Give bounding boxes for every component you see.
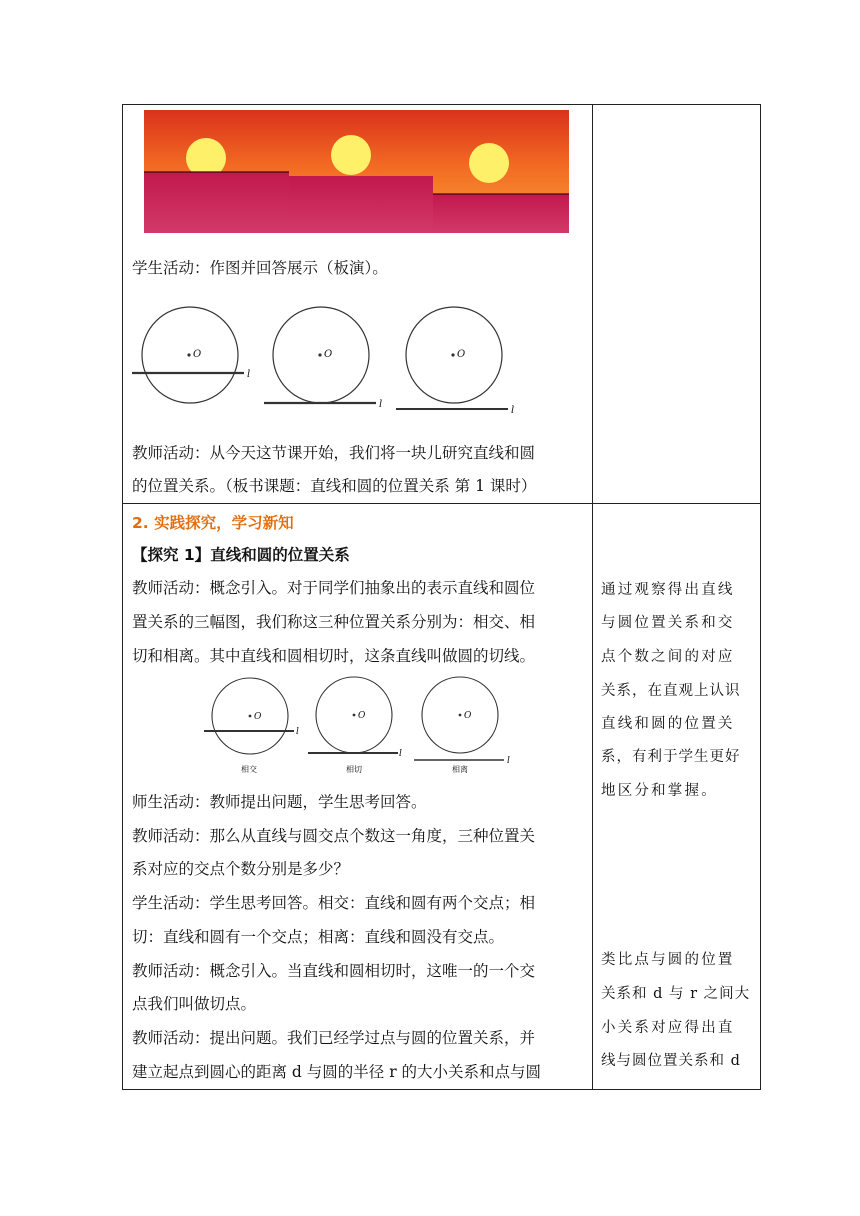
design-note-line: 通过观察得出直线 — [601, 582, 735, 598]
teacher-activity-line-1: 教师活动：从今天这节课开始，我们将一块儿研究直线和圆 — [132, 444, 536, 462]
design-note-line: 小关系对应得出直 — [601, 1020, 735, 1036]
section-heading: 2. 实践探究，学习新知 — [132, 514, 294, 532]
line-label-l-6: l — [507, 756, 510, 766]
design-note-line: 类比点与圆的位置 — [601, 952, 735, 968]
line-label-l-1: l — [247, 369, 251, 380]
sunset-image-2 — [289, 110, 434, 233]
explore-bracket: 【探究 1】 — [132, 546, 211, 564]
center-label-O-4: O — [254, 712, 262, 722]
center-label-O-5: O — [358, 711, 366, 721]
sunset-image-1 — [144, 110, 289, 233]
table-right-border — [760, 104, 761, 1090]
table-row-divider — [122, 503, 761, 504]
center-label-O-6: O — [464, 711, 472, 721]
caption-intersect: 相交 — [241, 765, 257, 774]
center-label-O-1: O — [193, 349, 202, 360]
center-label-O-3: O — [457, 349, 466, 360]
caption-tangent: 相切 — [346, 765, 362, 774]
design-note-line: 系，有利于学生更好 — [601, 749, 741, 765]
design-note-line: 线与圆位置关系和 d — [601, 1053, 741, 1069]
paragraph-line: 切和相离。其中直线和圆相切时，这条直线叫做圆的切线。 — [132, 647, 536, 665]
design-note-line: 与圆位置关系和交 — [601, 615, 735, 631]
design-note-line: 关系，在直观上认识 — [601, 683, 741, 699]
line-label-l-5: l — [399, 749, 402, 759]
paragraph-line: 教师活动：概念引入。对于同学们抽象出的表示直线和圆位 — [132, 579, 536, 597]
design-note-line: 直线和圆的位置关 — [601, 716, 735, 732]
center-label-O-2: O — [324, 349, 333, 360]
paragraph-line: 学生活动：学生思考回答。相交：直线和圆有两个交点；相 — [132, 894, 536, 912]
line-label-l-2: l — [379, 399, 383, 410]
table-column-divider — [592, 104, 593, 1090]
paragraph-line: 系对应的交点个数分别是多少？ — [132, 860, 350, 878]
explore-title: 直线和圆的位置关系 — [210, 546, 350, 564]
line-label-l-3: l — [511, 405, 515, 416]
paragraph-line: 点我们叫做切点。 — [132, 995, 257, 1013]
caption-separate: 相离 — [452, 765, 468, 774]
explore-heading — [132, 545, 350, 565]
line-label-l-4: l — [296, 727, 299, 737]
student-activity-text: 学生活动：作图并回答展示（板演）。 — [132, 259, 388, 277]
paragraph-line: 教师活动：那么从直线与圆交点个数这一角度，三种位置关 — [132, 827, 536, 845]
design-note-line: 地区分和掌握。 — [601, 783, 718, 799]
design-note-line: 点个数之间的对应 — [601, 649, 735, 665]
paragraph-line: 置关系的三幅图，我们称这三种位置关系分别为：相交、相 — [132, 613, 536, 631]
table-bottom-border — [122, 1089, 761, 1090]
teacher-activity-line-2: 的位置关系。（板书课题：直线和圆的位置关系 第 1 课时） — [132, 477, 537, 495]
design-note-line: 关系和 d 与 r 之间大 — [601, 986, 751, 1002]
paragraph-line: 教师活动：概念引入。当直线和圆相切时，这唯一的一个交 — [132, 962, 536, 980]
table-left-border — [122, 104, 123, 1090]
paragraph-line: 切：直线和圆有一个交点；相离：直线和圆没有交点。 — [132, 928, 505, 946]
paragraph-line: 教师活动：提出问题。我们已经学过点与圆的位置关系，并 — [132, 1029, 536, 1047]
sunset-image-3 — [433, 110, 578, 233]
paragraph-line: 师生活动：教师提出问题，学生思考回答。 — [132, 793, 427, 811]
table-top-border — [122, 104, 761, 105]
paragraph-line: 建立起点到圆心的距离 d 与圆的半径 r 的大小关系和点与圆 — [132, 1063, 542, 1081]
